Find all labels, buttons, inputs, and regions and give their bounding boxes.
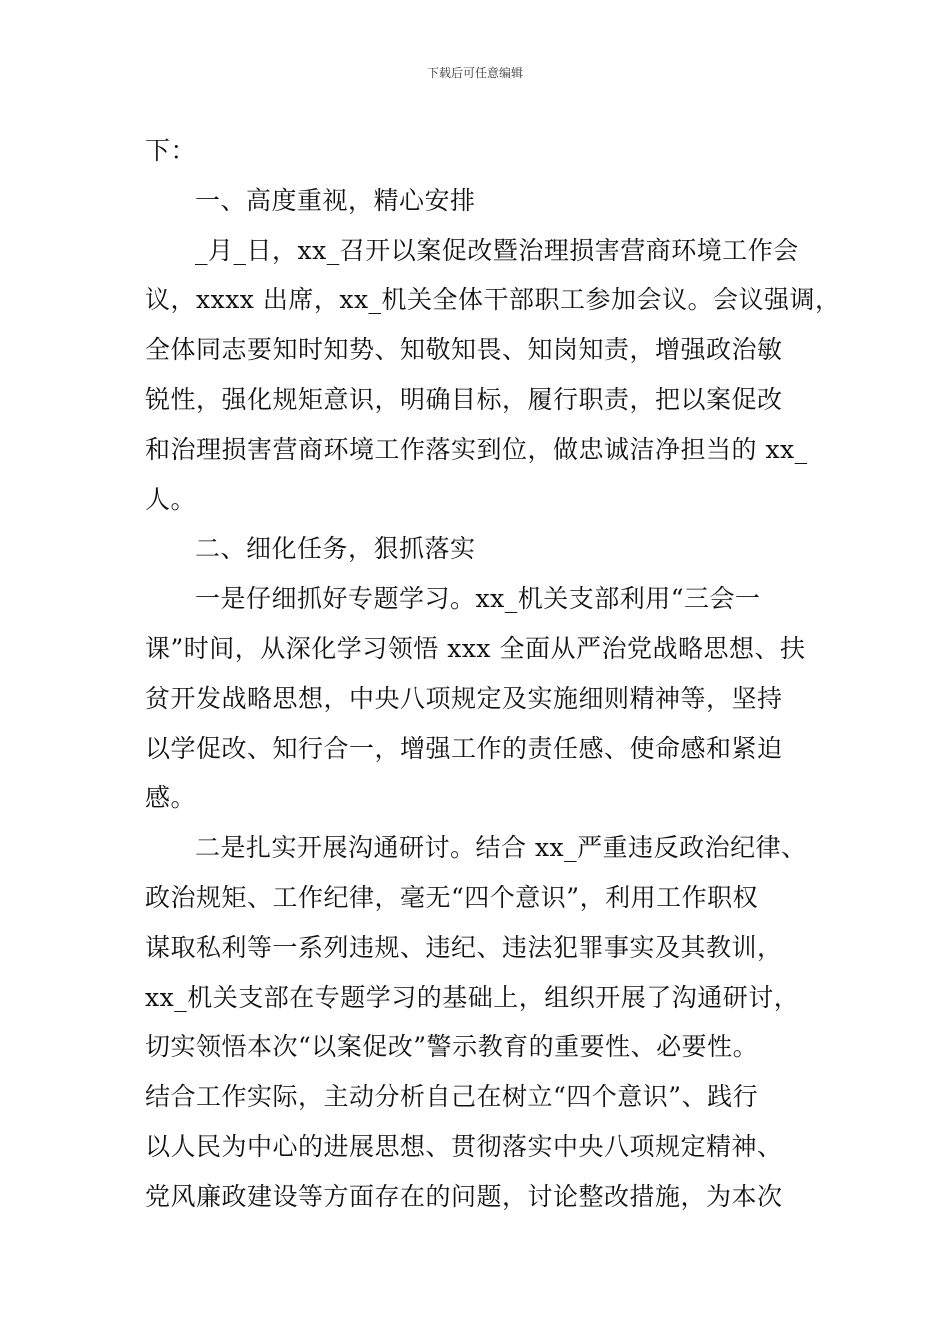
text-line: _月_日，xx_召开以案促改暨治理损害营商环境工作会 (195, 235, 799, 265)
text-line: 贫开发战略思想，中央八项规定及实施细则精神等，坚持 (145, 683, 783, 713)
text-line: 一是仔细抓好专题学习。xx_机关支部利用“三会一 (195, 584, 761, 614)
text-line: 以人民为中心的进展思想、贯彻落实中央八项规定精神、 (145, 1131, 783, 1161)
text-line: 感。 (145, 783, 197, 813)
text-line: 人。 (145, 484, 197, 514)
text-line: 政治规矩、工作纪律，毫无“四个意识”，利用工作职权 (145, 882, 759, 912)
text-line: xx_机关支部在专题学习的基础上，组织开展了沟通研讨， (145, 982, 800, 1012)
text-line: 全体同志要知时知势、知敬知畏、知岗知责，增强政治敏 (145, 335, 783, 365)
text-line: 切实领悟本次“以案促改”警示教育的重要性、必要性。 (145, 1032, 759, 1062)
text-line: 二、细化任务，狠抓落实 (195, 534, 476, 564)
text-line: 议，xxxx 出席，xx_机关全体干部职工参加会议。会议强调， (145, 285, 841, 315)
text-line: 锐性，强化规矩意识，明确目标，履行职责，把以案促改 (145, 384, 783, 414)
text-line: 二是扎实开展沟通研讨。结合 xx_严重违反政治纪律、 (195, 833, 807, 863)
text-line: 一、高度重视，精心安排 (195, 185, 476, 215)
text-line: 谋取私利等一系列违规、违纪、违法犯罪事实及其教训， (145, 932, 783, 962)
text-line: 以学促改、知行合一，增强工作的责任感、使命感和紧迫 (145, 733, 783, 763)
text-line: 下： (145, 136, 197, 165)
document-body (145, 126, 841, 1222)
text-line: 课”时间，从深化学习领悟 xxx 全面从严治党战略思想、扶 (145, 633, 806, 663)
text-line: 结合工作实际，主动分析自己在树立“四个意识”、践行 (145, 1082, 759, 1112)
text-line: 和治理损害营商环境工作落实到位，做忠诚洁净担当的 xx_ (145, 434, 808, 464)
text-line: 党风廉政建设等方面存在的问题，讨论整改措施，为本次 (145, 1181, 783, 1211)
page-header: 下载后可任意编辑 (426, 66, 523, 80)
